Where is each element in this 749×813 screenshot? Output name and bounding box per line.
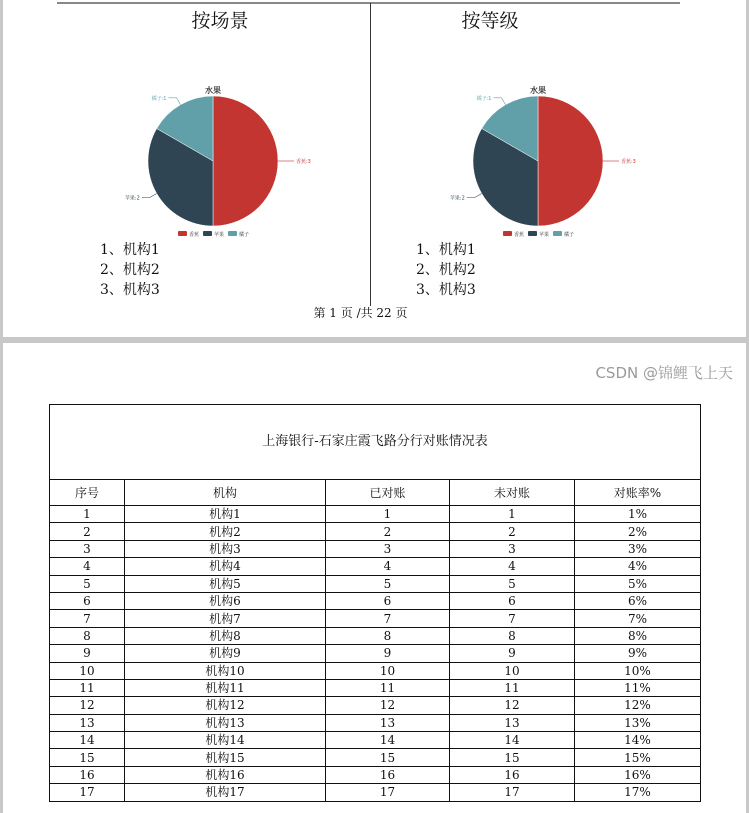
table-row: [50, 697, 701, 714]
table-cell: 16%: [575, 766, 701, 783]
table-cell: 17%: [575, 784, 701, 801]
table-cell: 4%: [575, 558, 701, 575]
label-line: [467, 194, 482, 198]
table-cell: 5: [450, 575, 575, 592]
legend-swatch[interactable]: [528, 231, 537, 236]
legend-swatch[interactable]: [553, 231, 562, 236]
table-cell: 10: [326, 662, 450, 679]
table-cell: 9: [450, 645, 575, 662]
legend-label[interactable]: 橘子: [239, 232, 250, 238]
table-cell: 6: [326, 592, 450, 609]
label-line: [169, 98, 181, 105]
pie-slice-0[interactable]: [538, 96, 603, 226]
table-title: 上海银行-石家庄霞飞路分行对账情况表: [50, 405, 701, 480]
table-row: [50, 627, 701, 644]
table-cell: 16: [50, 766, 125, 783]
table-cell: 7%: [575, 610, 701, 627]
section-title-level: 按等级: [461, 10, 519, 32]
pie-chart-level: [445, 80, 636, 240]
table-cell: 7: [326, 610, 450, 627]
table-row: [50, 558, 701, 575]
table-cell: 10%: [575, 662, 701, 679]
legend-swatch[interactable]: [228, 231, 237, 236]
page-footer: 第 1 页 /共 22 页: [313, 306, 408, 320]
table-cell: 5: [326, 575, 450, 592]
table-cell: 8: [50, 627, 125, 644]
table-cell: 12%: [575, 697, 701, 714]
report-page-1: [3, 0, 746, 337]
table-cell: 6%: [575, 592, 701, 609]
column-header: 未对账: [450, 480, 575, 506]
reconciliation-table: [49, 404, 701, 802]
watermark: CSDN @锦鲤飞上天: [595, 364, 733, 382]
table-row: [50, 679, 701, 696]
table-cell: 机构17: [125, 784, 326, 801]
table-cell: 7: [450, 610, 575, 627]
list-item: 3、机构3: [416, 282, 476, 298]
table-cell: 2%: [575, 523, 701, 540]
table-cell: 16: [326, 766, 450, 783]
pie-title: 水果: [205, 86, 221, 95]
table-cell: 1%: [575, 506, 701, 523]
legend-label[interactable]: 橘子: [564, 232, 575, 238]
table-cell: 14%: [575, 732, 701, 749]
table-cell: 机构16: [125, 766, 326, 783]
table-cell: 17: [326, 784, 450, 801]
table-cell: 机构13: [125, 714, 326, 731]
table-cell: 1: [50, 506, 125, 523]
table-cell: 13: [326, 714, 450, 731]
table-row: [50, 540, 701, 557]
list-item: 3、机构3: [100, 282, 160, 298]
table-row: [50, 732, 701, 749]
table-cell: 3%: [575, 540, 701, 557]
table-row: [50, 662, 701, 679]
table-cell: 6: [450, 592, 575, 609]
table-cell: 4: [450, 558, 575, 575]
table-cell: 机构8: [125, 627, 326, 644]
org-list-level: [416, 240, 476, 300]
slice-label: 橘子:1: [476, 95, 492, 102]
table-cell: 15: [326, 749, 450, 766]
table-cell: 17: [450, 784, 575, 801]
table-cell: 机构5: [125, 575, 326, 592]
table-cell: 机构10: [125, 662, 326, 679]
table-cell: 12: [50, 697, 125, 714]
legend-swatch[interactable]: [203, 231, 212, 236]
table-cell: 机构1: [125, 506, 326, 523]
table-cell: 8%: [575, 627, 701, 644]
table-cell: 6: [50, 592, 125, 609]
slice-label: 苹果:2: [449, 195, 465, 202]
table-cell: 12: [326, 697, 450, 714]
table-cell: 机构15: [125, 749, 326, 766]
table-cell: 15%: [575, 749, 701, 766]
table-cell: 2: [326, 523, 450, 540]
table-row: [50, 645, 701, 662]
report-page-2: [3, 343, 746, 813]
top-rule: [57, 2, 680, 4]
table-cell: 8: [326, 627, 450, 644]
table-cell: 机构4: [125, 558, 326, 575]
table-cell: 3: [326, 540, 450, 557]
legend-label[interactable]: 香蕉: [514, 232, 525, 238]
table-cell: 15: [50, 749, 125, 766]
legend-label[interactable]: 苹果: [214, 232, 225, 238]
table-cell: 16: [450, 766, 575, 783]
list-item: 2、机构2: [416, 262, 476, 278]
table-cell: 7: [50, 610, 125, 627]
slice-label: 香蕉:3: [296, 159, 311, 165]
column-header: 机构: [125, 480, 326, 506]
table-cell: 12: [450, 697, 575, 714]
table-cell: 13: [50, 714, 125, 731]
table-cell: 5%: [575, 575, 701, 592]
table-cell: 9%: [575, 645, 701, 662]
table-cell: 15: [450, 749, 575, 766]
table-cell: 11%: [575, 679, 701, 696]
table-cell: 机构9: [125, 645, 326, 662]
table-cell: 9: [326, 645, 450, 662]
table-cell: 13: [450, 714, 575, 731]
table-cell: 机构11: [125, 679, 326, 696]
table-row: [50, 714, 701, 731]
table-cell: 4: [326, 558, 450, 575]
table-cell: 机构14: [125, 732, 326, 749]
table-cell: 2: [450, 523, 575, 540]
table-cell: 3: [450, 540, 575, 557]
legend-swatch[interactable]: [178, 231, 187, 236]
table-cell: 14: [450, 732, 575, 749]
table-cell: 2: [50, 523, 125, 540]
table-cell: 11: [50, 679, 125, 696]
table-cell: 9: [50, 645, 125, 662]
column-header: 已对账: [326, 480, 450, 506]
org-list-scene: [100, 240, 160, 300]
label-line: [142, 194, 157, 198]
table-cell: 1: [450, 506, 575, 523]
table-cell: 机构2: [125, 523, 326, 540]
slice-label: 橘子:1: [151, 95, 167, 102]
table-row: [50, 592, 701, 609]
table-cell: 5: [50, 575, 125, 592]
slice-label: 苹果:2: [124, 195, 140, 202]
table-row: [50, 610, 701, 627]
list-item: 2、机构2: [100, 262, 160, 278]
table-cell: 8: [450, 627, 575, 644]
table-cell: 10: [450, 662, 575, 679]
legend-label[interactable]: 香蕉: [189, 232, 200, 238]
label-line: [494, 98, 506, 105]
table-row: [50, 749, 701, 766]
pie-chart-scene: [120, 80, 311, 240]
table-cell: 11: [450, 679, 575, 696]
table-row: [50, 523, 701, 540]
table-cell: 1: [326, 506, 450, 523]
table-row: [50, 575, 701, 592]
column-header: 序号: [50, 480, 125, 506]
column-divider: [370, 3, 371, 306]
legend-label[interactable]: 苹果: [539, 232, 550, 238]
table-cell: 机构6: [125, 592, 326, 609]
table-cell: 10: [50, 662, 125, 679]
table-header-row: [50, 480, 701, 506]
table-cell: 11: [326, 679, 450, 696]
section-title-scene: 按场景: [191, 10, 249, 32]
table-cell: 3: [50, 540, 125, 557]
table-cell: 14: [50, 732, 125, 749]
slice-label: 香蕉:3: [621, 159, 636, 165]
table-row: [50, 766, 701, 783]
table-cell: 4: [50, 558, 125, 575]
pie-title: 水果: [530, 86, 546, 95]
column-header: 对账率%: [575, 480, 701, 506]
table-cell: 机构12: [125, 697, 326, 714]
pie-slice-0[interactable]: [213, 96, 278, 226]
table-cell: 机构7: [125, 610, 326, 627]
table-cell: 机构3: [125, 540, 326, 557]
table-cell: 17: [50, 784, 125, 801]
legend-swatch[interactable]: [503, 231, 512, 236]
table-cell: 13%: [575, 714, 701, 731]
list-item: 1、机构1: [416, 242, 476, 258]
table-row: [50, 784, 701, 801]
table-cell: 14: [326, 732, 450, 749]
table-row: [50, 506, 701, 523]
list-item: 1、机构1: [100, 242, 160, 258]
